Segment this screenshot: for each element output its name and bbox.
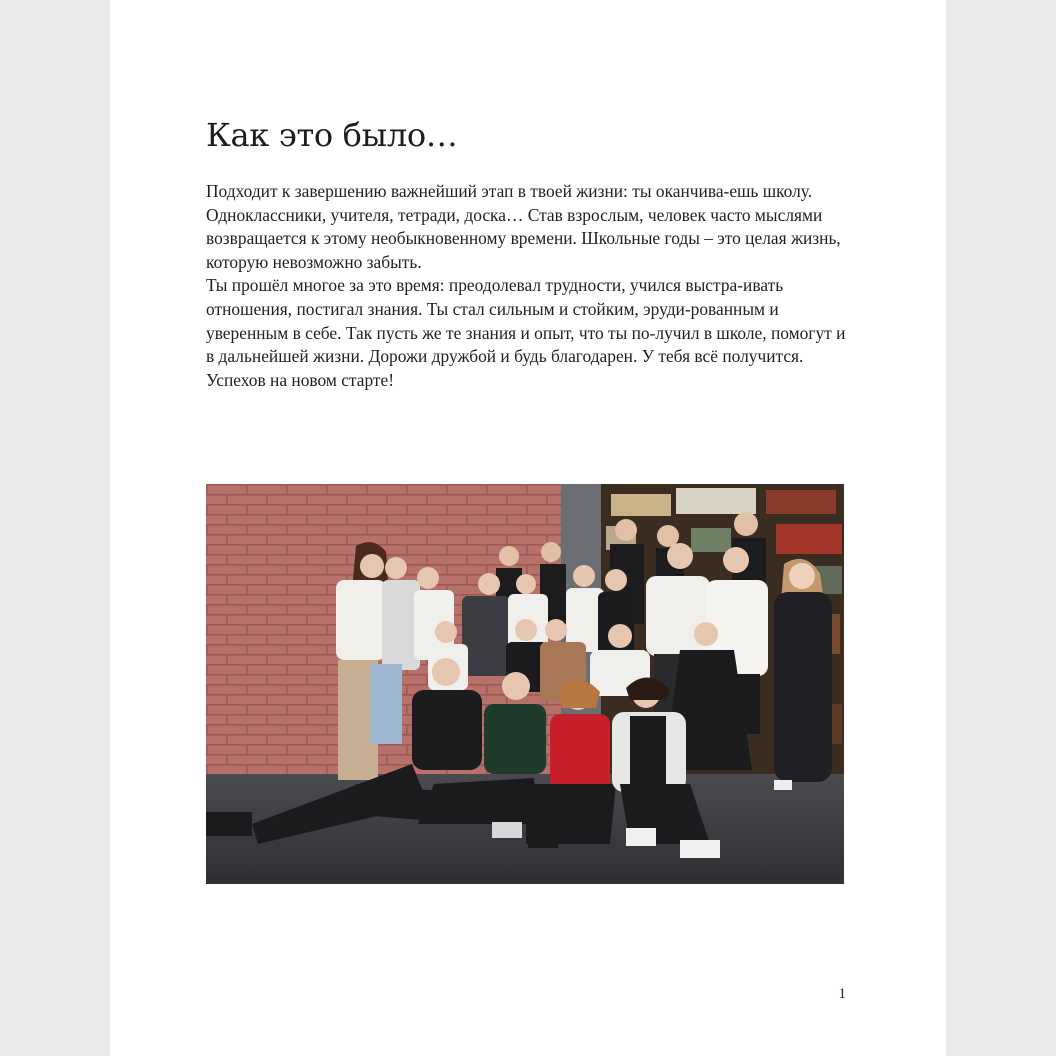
paragraph-2: Одноклассники, учителя, тетради, доска… Став взрослым, человек часто мыслями возвращается к этому необыкновенному времени. Школьные годы – это целая жизнь, которую невозможно забыть. <box>206 204 841 272</box>
class-group-photo <box>206 484 844 884</box>
document-page <box>110 0 946 1056</box>
page-number: 1 <box>838 986 846 1002</box>
page-title: Как это было… <box>206 116 458 154</box>
paragraph-3: Ты прошёл многое за это время: преодолевал трудности, учился выстра-ивать отношения, постигал знания. Ты стал сильным и стойким, эруди-рованным и уверенным в себе. Так пусть же те знания и опыт, что ты по-лучил в школе, помогут и в дальнейшей жизни. Дорожи дружбой и будь благодарен. У тебя всё получится. <box>206 275 846 367</box>
paragraph-4: Успехов на новом старте! <box>206 369 395 390</box>
body-text <box>206 180 846 392</box>
paragraph-1: Подходит к завершению важнейший этап в твоей жизни: ты оканчива-ешь школу. <box>206 181 813 201</box>
group-photo-illustration <box>206 484 844 884</box>
